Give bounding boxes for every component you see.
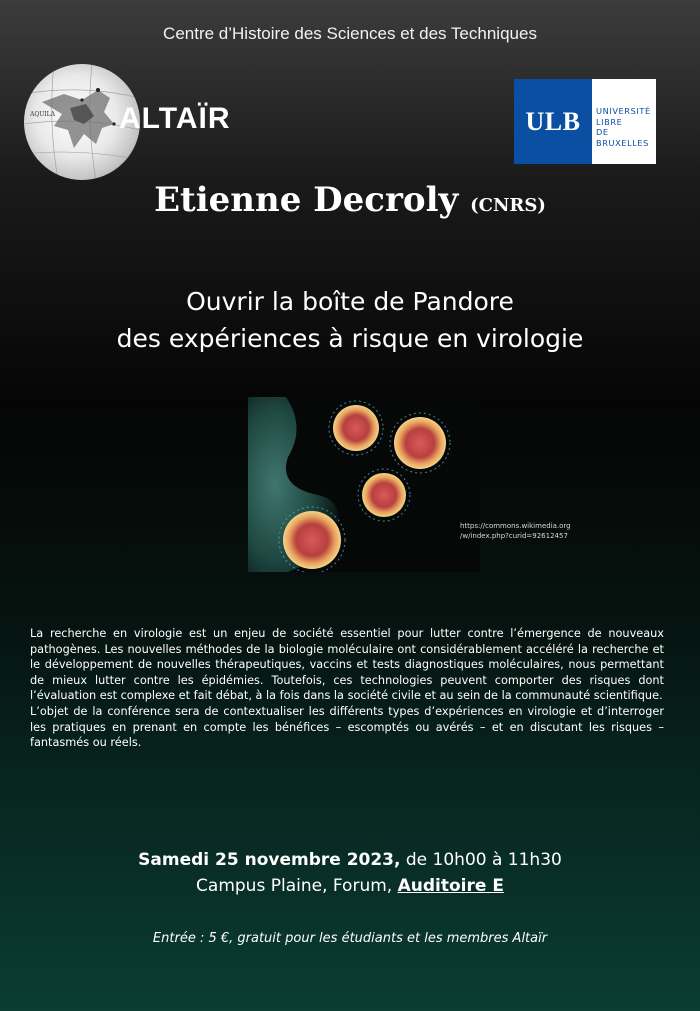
event-date: Samedi 25 novembre 2023, xyxy=(138,850,401,870)
event-fee: Entrée : 5 €, gratuit pour les étudiants et les membres Altaïr xyxy=(152,931,548,946)
map-label: AQUILA xyxy=(30,111,55,118)
lecture-title-line-2: des expériences à risque en virologie xyxy=(116,324,584,353)
ulb-acronym: ULB xyxy=(514,79,592,164)
image-credit-line-2: /w/index.php?curid=92612457 xyxy=(460,532,568,540)
image-credit[interactable] xyxy=(460,521,571,541)
organizer-header: Centre d’Histoire des Sciences et des Techniques xyxy=(163,24,537,43)
ulb-line-1: UNIVERSITÉ xyxy=(596,106,651,116)
speaker-heading xyxy=(0,180,700,220)
speaker-affiliation: (CNRS) xyxy=(470,195,546,216)
event-venue xyxy=(0,876,700,896)
ulb-line-2: LIBRE xyxy=(596,116,623,127)
abstract-paragraph-2: L’objet de la conférence sera de contextualiser les différents types d’expériences en virologie et d’interroger les pratiques en prenant en compte les bénéfices – escomptés ou avérés – et en discutant les risques – fantasmés ou réels. xyxy=(30,704,664,750)
event-time: de 10h00 à 11h30 xyxy=(400,850,562,870)
event-room: Auditoire E xyxy=(397,876,504,896)
ulb-full-name xyxy=(596,106,656,148)
event-location: Campus Plaine, Forum, xyxy=(196,876,398,896)
event-datetime xyxy=(0,850,700,870)
altair-logo xyxy=(24,64,244,182)
image-credit-line-1: https://commons.wikimedia.org xyxy=(460,522,571,530)
altair-wordmark: ALTAÏR xyxy=(119,102,231,135)
lecture-title xyxy=(0,283,700,357)
lecture-title-line-1: Ouvrir la boîte de Pandore xyxy=(186,287,514,316)
speaker-name: Etienne Decroly xyxy=(154,180,459,220)
ulb-logo xyxy=(514,79,656,164)
coronavirus-micrograph-icon xyxy=(248,397,480,572)
abstract xyxy=(30,626,664,751)
abstract-paragraph-1: La recherche en virologie est un enjeu de société essentiel pour lutter contre l’émergence de nouveaux pathogènes. Les nouvelles méthodes de la biologie moléculaire ont considérablement accéléré la recherche et le développement de nouvelles thérapeutiques, vaccins et tests diagnostiques moléculaires, nous permettant de mieux lutter contre les épidémies. Toutefois, ces technologies peuvent comporter des risques dont l’évaluation est complexe et fait débat, à la fois dans la société civile et au sein de la communauté scientifique. xyxy=(30,627,664,703)
ulb-line-3: DE BRUXELLES xyxy=(596,127,649,148)
